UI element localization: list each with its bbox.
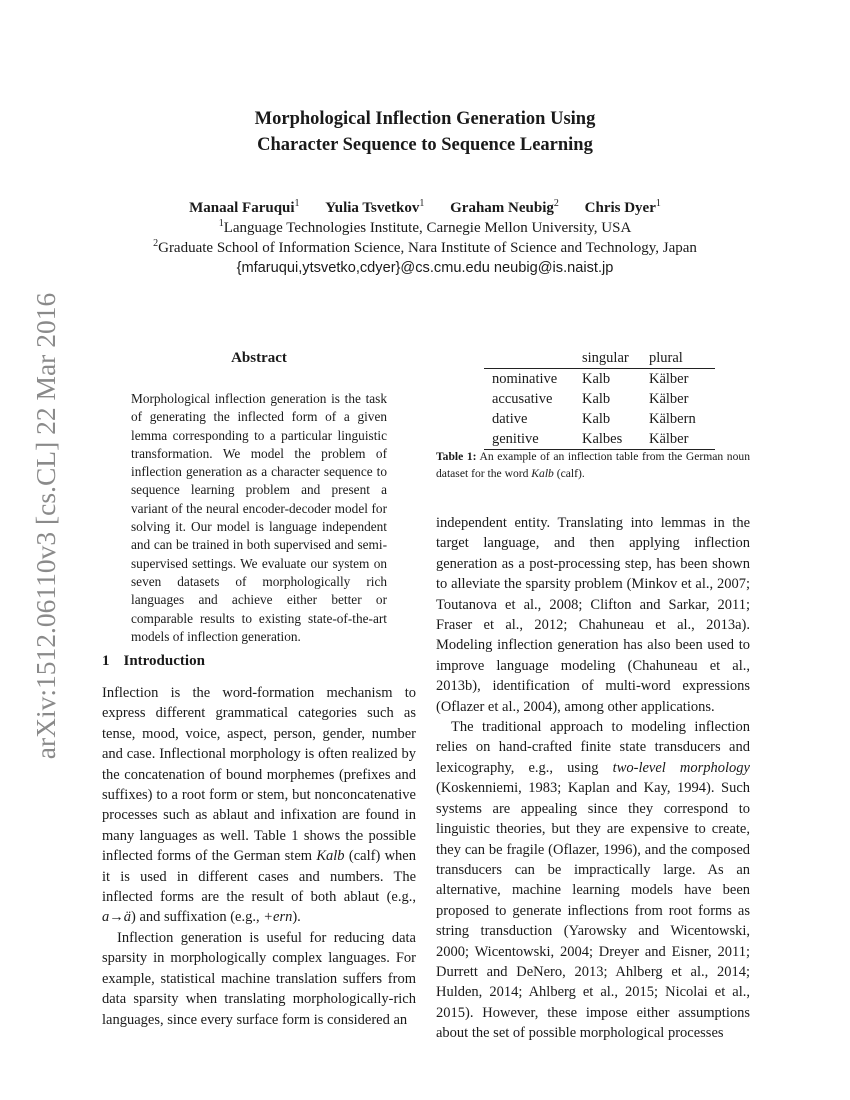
section-number: 1 (102, 653, 110, 669)
title-line-1: Morphological Inflection Generation Using (254, 109, 596, 129)
table-row: accusative Kalb Kälber (492, 391, 689, 407)
arxiv-identifier (26, 290, 66, 762)
table-row: genitive Kalbes Kälber (484, 429, 715, 450)
section-heading-introduction (102, 653, 205, 670)
paragraph: Inflection is the word-formation mechanism to express different grammatical categories such as tense, mood, voice, aspect, person, gender, number and case. Inflectional morphology is often realized by the concatenation of bound morphemes (prefixes and suffixes) to a root form or stem, but nonconcatenative processes such as ablaut and infixation are found in many languages as well. Table 1 shows the possible inflected forms of the German stem Kalb (calf) when it is used in different cases and numbers. The inflected forms are the result of both ablaut (e.g., a→ä) and suffixation (e.g., +ern). (102, 685, 416, 926)
author-list (0, 198, 850, 218)
paragraph: Inflection generation is useful for reducing data sparsity in morphologically complex languages. For example, statistical machine translation suffers from data sparsity when translating morphologically-rich languages, since every surface form is considered an (102, 929, 416, 1028)
abstract-heading: Abstract (231, 350, 287, 366)
paragraph: The traditional approach to modeling inflection relies on hand-crafted finite state transducers and lexicography, e.g., using two-level morphology (Koskenniemi, 1983; Kaplan and Kay, 1994). Such systems are appealing since they correspond to linguistic theories, but they are expensive to create, they can be fragile (Oflazer, 1996), and the composed transducers can be impractically large. As an alternative, machine learning models have been proposed to generate inflections from root forms as string transduction (Yarowsky and Wicentowski, 2000; Wicentowski, 2004; Dreyer and Eisner, 2011; Durrett and DeNero, 2013; Ahlberg et al., 2014; Hulden, 2014; Ahlberg et al., 2015; Nicolai et al., 2015). However, these impose either assumptions about the set of possible morphological processes (436, 719, 750, 1042)
paper-title (0, 106, 850, 158)
author: Graham Neubig$^2$ (450, 198, 559, 216)
table-row: nominative Kalb Kälber (492, 371, 689, 387)
table-header-row: singular plural (484, 348, 715, 369)
affiliation-1: $^1$Language Technologies Institute, Carnegie Mellon University, USA (218, 218, 632, 236)
arxiv-id-text: arXiv:1512.06110v3 [cs.CL] 22 Mar 2016 (30, 292, 61, 760)
section-title: Introduction (123, 653, 205, 669)
abstract-text: Morphological inflection generation is the task of generating the inflected form of a given lemma corresponding to a particular linguistic transformation. We model the problem of inflection generation as a character sequence to sequence learning problem and present a variant of the neural encoder-decoder model for solving it. Our model is language independent and can be trained in both supervised and semi-supervised settings. We evaluate our system on seven datasets of morphologically rich languages and achieve either better or comparable results to existing state-of-the-art models of inflection generation. (131, 391, 387, 644)
table-row: dative Kalb Kälbern (492, 411, 696, 427)
right-column-body (436, 513, 750, 1044)
inflection-table (484, 348, 715, 450)
left-column-body (102, 683, 416, 1030)
author: Chris Dyer$^1$ (584, 198, 661, 216)
affiliation-2: $^2$Graduate School of Information Science, Nara Institute of Science and Technology, Japan (153, 238, 697, 256)
title-line-2: Character Sequence to Sequence Learning (257, 135, 593, 155)
author: Manaal Faruqui$^1$ (189, 198, 300, 216)
paragraph: independent entity. Translating into lemmas in the target language, and then applying inflection generation as a post-processing step, has been shown to alleviate the sparsity problem (Minkov et al., 2007; Toutanova et al., 2008; Clifton and Sarkar, 2011; Fraser et al., 2012; Chahuneau et al., 2013a). Modeling inflection generation has also been used to improve language modeling (Chahuneau et al., 2013b), identification of multi-word expressions (Oflazer et al., 2004), among other applications. (436, 515, 750, 715)
author-emails: {mfaruqui,ytsvetko,cdyer}@cs.cmu.edu neubig@is.naist.jp (236, 260, 614, 276)
table-caption: Table 1: An example of an inflection table from the German noun dataset for the word Kalb (calf). (436, 450, 750, 480)
author: Yulia Tsvetkov$^1$ (325, 198, 425, 216)
